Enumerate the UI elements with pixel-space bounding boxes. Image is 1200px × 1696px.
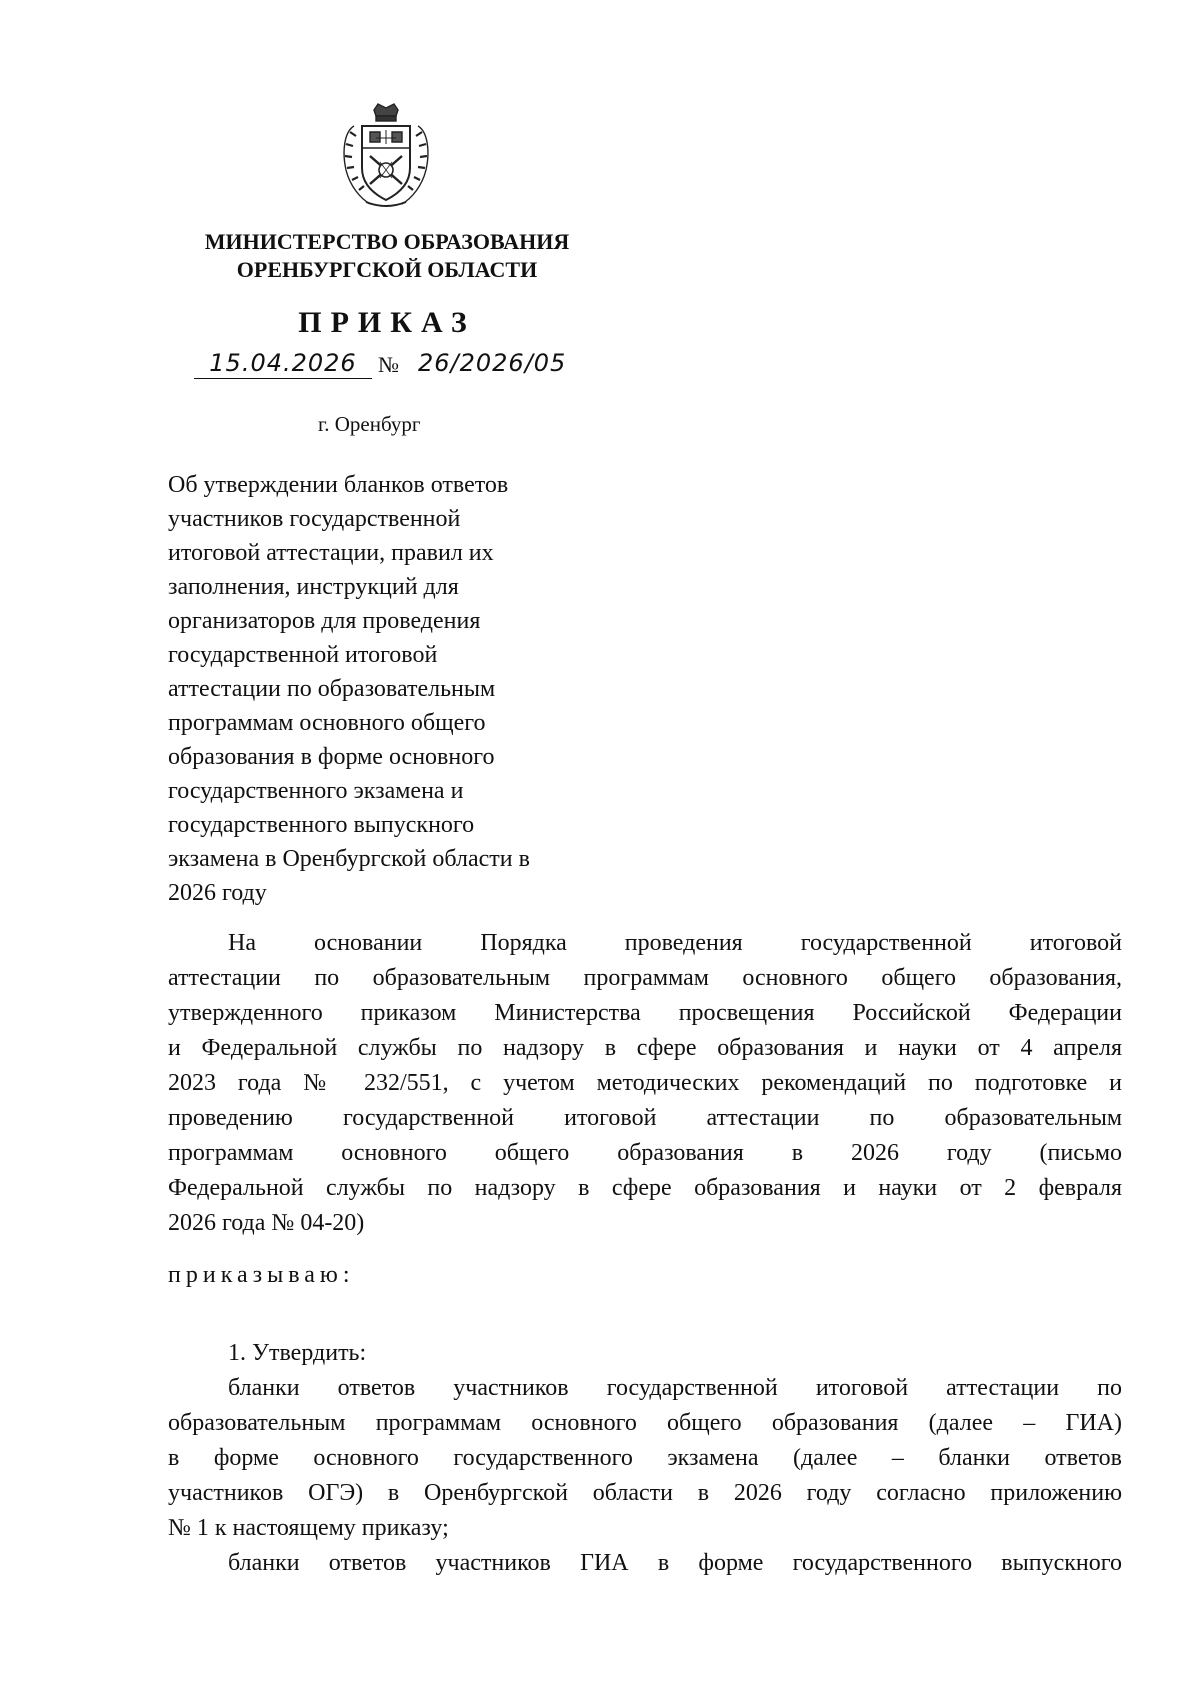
item-1-heading: 1. Утвердить: (228, 1340, 367, 1366)
subject-line: организаторов для проведения (168, 608, 481, 634)
ministry-line-1: МИНИСТЕРСТВО ОБРАЗОВАНИЯ (204, 229, 570, 254)
item-line: бланки ответов участников ГИА в форме государственного выпускного (228, 1550, 1122, 1576)
order-items (168, 1336, 1122, 1581)
subject-line: заполнения, инструкций для (168, 574, 459, 600)
item-line: бланки ответов участников государственной итоговой аттестации по (228, 1375, 1122, 1401)
item-line: образовательным программам основного общего образования (далее – ГИА) (168, 1410, 1122, 1436)
subject-line: государственного выпускного (168, 812, 475, 838)
date-number-line (192, 348, 592, 388)
basis-line: проведению государственной итоговой аттестации по образовательным (168, 1105, 1122, 1131)
basis-line: 2026 года № 04-20) (168, 1210, 365, 1236)
item-line: № 1 к настоящему приказу; (168, 1515, 449, 1541)
basis-line: 2023 года № 232/551, с учетом методических рекомендаций по подготовке и (168, 1070, 1122, 1096)
basis-line: программам основного общего образования в 2026 году (письмо (168, 1140, 1122, 1166)
city-name: г. Оренбург (318, 412, 421, 436)
subject-line: государственной итоговой (168, 642, 438, 668)
subject-line: экзамена в Оренбургской области в (168, 846, 530, 872)
ministry-name (166, 228, 608, 284)
subject-line: 2026 году (168, 880, 267, 906)
subject-line: государственного экзамена и (168, 778, 464, 804)
basis-line: утвержденного приказом Министерства просвещения Российской Федерации (168, 1000, 1122, 1026)
subject-line: программам основного общего (168, 710, 486, 736)
item-line: в форме основного государственного экзамена (далее – бланки ответов (168, 1445, 1122, 1471)
handwritten-date: 15.04.2026 (194, 348, 372, 379)
subject-line: итоговой аттестации, правил их (168, 540, 494, 566)
basis-line: и Федеральной службы по надзору в сфере образования и науки от 4 апреля (168, 1035, 1122, 1061)
basis-line: Федеральной службы по надзору в сфере образования и науки от 2 февраля (168, 1175, 1122, 1201)
basis-paragraph (168, 926, 1122, 1241)
subject-block (168, 468, 608, 910)
item-line: участников ОГЭ) в Оренбургской области в 2026 году согласно приложению (168, 1480, 1122, 1506)
coat-of-arms-emblem (336, 102, 436, 212)
ministry-line-2: ОРЕНБУРГСКОЙ ОБЛАСТИ (236, 257, 538, 282)
subject-line: участников государственной (168, 506, 461, 532)
order-word: приказываю: (168, 1262, 355, 1288)
handwritten-number: 26/2026/05 (418, 349, 567, 377)
number-sign: № (378, 352, 399, 377)
document-type-title: ПРИКАЗ (298, 306, 476, 339)
basis-line: аттестации по образовательным программам основного общего образования, (168, 965, 1122, 991)
subject-line: Об утверждении бланков ответов (168, 472, 509, 498)
basis-line: На основании Порядка проведения государственной итоговой (228, 930, 1122, 956)
subject-line: образования в форме основного (168, 744, 495, 770)
subject-line: аттестации по образовательным (168, 676, 496, 702)
